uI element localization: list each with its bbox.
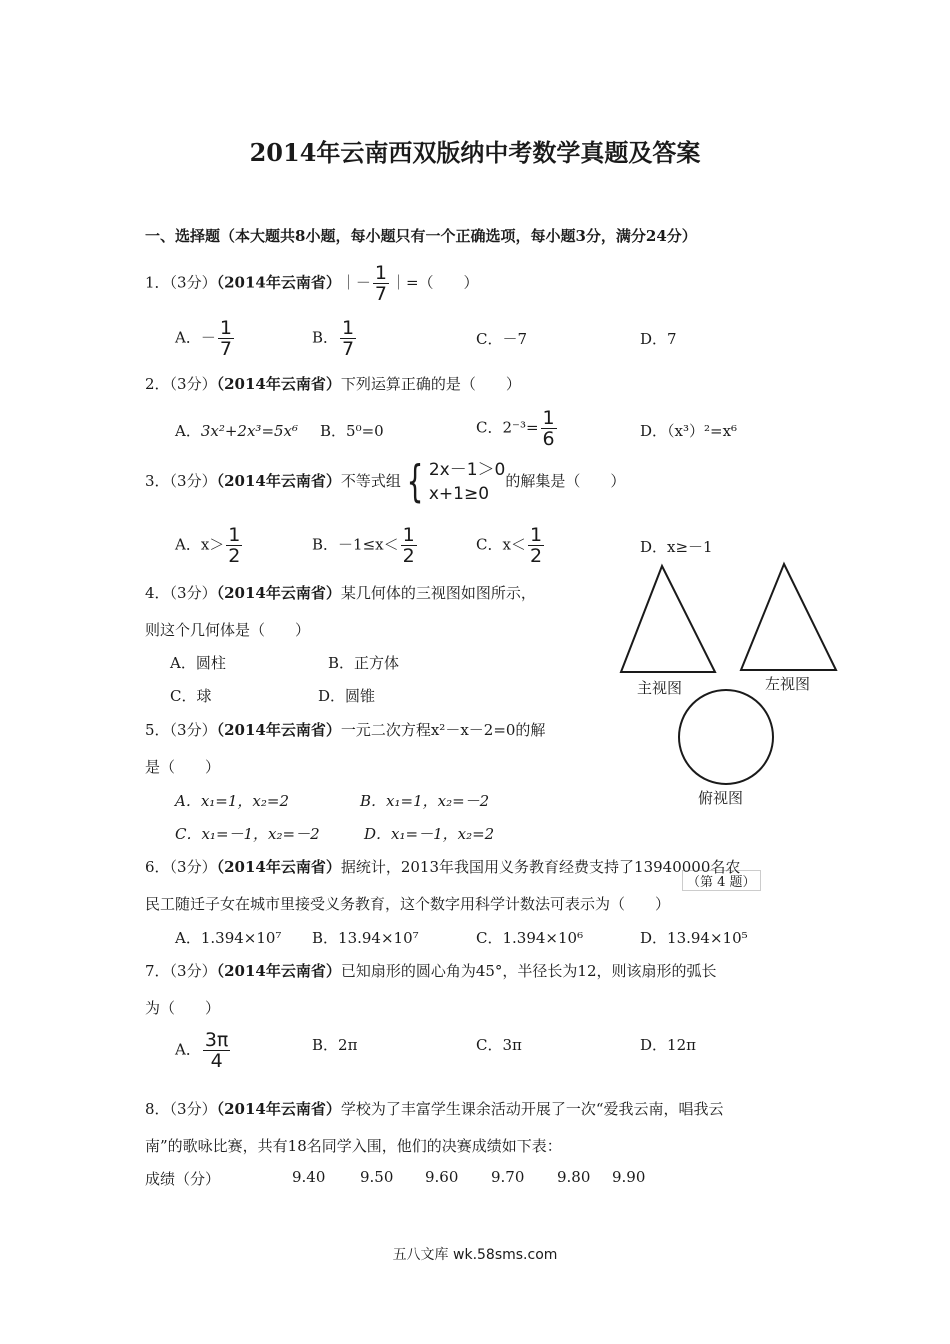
top-view-circle [679,690,773,784]
fraction: $\frac{1}{7}$ [374,262,387,305]
footer-watermark: 五八文库 wk.58sms.com [392,1247,558,1263]
option-d: D．7 [640,330,677,348]
option-a: A．－ $\frac{1}{7}$ [175,317,232,360]
question-5-cont: 是（ ） [145,758,221,776]
option-c: C．3π [476,1036,522,1054]
option-a: A．圆柱 [170,654,226,672]
question-7-cont: 为（ ） [145,999,221,1017]
option-c: C．1.394×10⁶ [476,929,584,947]
option-a: A． $\frac{3\pi}{4}$ [175,1029,229,1072]
score-cell: 9.90 [612,1168,646,1186]
option-a: A．3x²+2x³=5x⁶ [175,422,299,440]
option-d: D．圆锥 [318,687,376,705]
question-text: ｜－ [340,273,371,292]
question-6: 6．（3分）（2014年云南省）据统计，2013年我国用义务教育经费支持了13940000名农 [145,858,741,876]
question-6-cont: 民工随迁子女在城市里接受义务教育，这个数字用科学计数法可表示为（ ） [145,895,671,913]
option-d: D．x≥－1 [640,538,713,556]
score-cell: 9.80 [557,1168,591,1186]
score-cell: 9.50 [360,1168,394,1186]
top-view-label: 俯视图 [698,789,744,807]
inequality-system: { 2x－1＞0 x+1≥0 [406,456,506,507]
score-row-label: 成绩（分） [145,1170,221,1188]
option-c: C．x＜ $\frac{1}{2}$ [476,524,543,567]
score-cell: 9.70 [491,1168,525,1186]
option-a: A．x₁=1，x₂=2 [175,792,290,810]
option-c: C．2⁻³= $\frac{1}{6}$ [476,407,555,450]
front-view-triangle [621,566,715,672]
option-b: B．正方体 [328,654,400,672]
option-d: D．（x³）²=x⁶ [640,422,738,440]
option-b: B． $\frac{1}{7}$ [312,317,355,360]
option-b: B．13.94×10⁷ [312,929,419,947]
question-1 [145,263,479,304]
option-b: B．－1≤x＜ $\frac{1}{2}$ [312,524,415,567]
option-a: A．x＞ $\frac{1}{2}$ [175,524,241,567]
score-cell: 9.60 [425,1168,459,1186]
option-a: A．1.394×10⁷ [175,929,282,947]
section-heading: 一、选择题（本大题共8小题，每小题只有一个正确选项，每小题3分，满分24分） [145,227,697,245]
question-5: 5．（3分）（2014年云南省）一元二次方程x²－x－2=0的解 [145,721,546,739]
question-number: 1．（3分） [145,273,217,292]
option-c: C．－7 [476,330,528,348]
option-d: D．13.94×10⁵ [640,929,748,947]
option-d: D．x₁=－1，x₂=2 [364,825,495,843]
question-2: 2．（3分）（2014年云南省）下列运算正确的是（ ） [145,375,521,393]
option-d: D．12π [640,1036,696,1054]
option-b: B．x₁=1，x₂=－2 [360,792,490,810]
question-8: 8．（3分）（2014年云南省）学校为了丰富学生课余活动开展了一次“爱我云南，唱我云 [145,1100,724,1118]
figure-caption: （第 4 题） [682,870,761,891]
question-4: 4．（3分）（2014年云南省）某几何体的三视图如图所示， [145,584,536,602]
question-7: 7．（3分）（2014年云南省）已知扇形的圆心角为45°，半径长为12，则该扇形的弧长 [145,962,717,980]
option-c: C．x₁=－1，x₂=－2 [175,825,320,843]
side-view-label: 左视图 [765,675,811,693]
option-c: C．球 [170,687,212,705]
question-3: 3．（3分）（2014年云南省）不等式组 { 2x－1＞0 x+1≥0 的解集是（ ） [145,456,626,507]
page-title: 2014年云南西双版纳中考数学真题及答案 [249,138,701,167]
question-text: ｜=（ ） [390,273,479,292]
side-view-triangle [741,564,836,670]
score-cell: 9.40 [292,1168,326,1186]
question-8-cont: 南”的歌咏比赛，共有18名同学入围，他们的决赛成绩如下表： [145,1137,562,1155]
front-view-label: 主视图 [637,679,683,697]
question-source: （2014年云南省） [216,273,341,292]
option-b: B．5⁰=0 [320,422,384,440]
question-4-cont: 则这个几何体是（ ） [145,621,311,639]
option-b: B．2π [312,1036,358,1054]
